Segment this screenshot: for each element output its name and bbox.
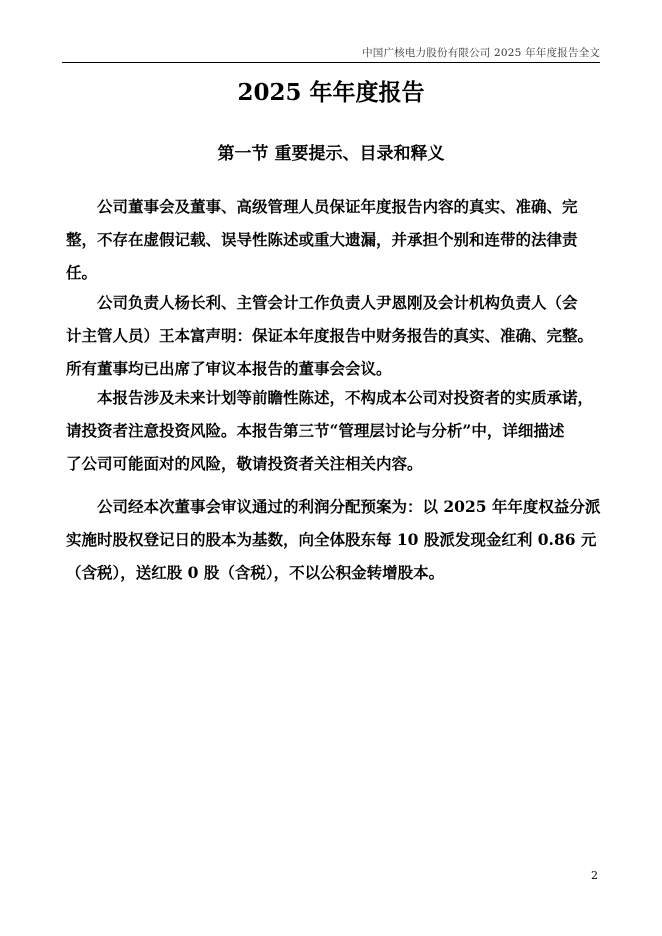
section-title: 第一节 重要提示、目录和释义	[217, 144, 445, 164]
paragraph-line: 公司经本次董事会审议通过的利润分配预案为：以 2025 年年度权益分派	[97, 497, 601, 516]
paragraph-line: 任。	[66, 263, 98, 282]
page-number: 2	[591, 869, 598, 882]
paragraph-line: 了公司可能面对的风险，敬请投资者关注相关内容。	[66, 454, 423, 473]
paragraph-line: 所有董事均已出席了审议本报告的董事会会议。	[66, 359, 392, 378]
header-text: 中国广核电力股份有限公司 2025 年年度报告全文	[362, 47, 600, 59]
paragraph-line: 请投资者注意投资风险。本报告第三节“管理层讨论与分析”中，详细描述	[66, 421, 565, 440]
header-divider	[62, 62, 600, 63]
paragraph-forward-looking	[66, 381, 596, 480]
paragraph-line: 整，不存在虚假记载、误导性陈述或重大遗漏，并承担个别和连带的法律责	[66, 230, 578, 249]
paragraph-line: （含税），送红股 0 股（含税），不以公积金转增股本。	[66, 563, 445, 582]
paragraph-line: 本报告涉及未来计划等前瞻性陈述，不构成本公司对投资者的实质承诺，	[97, 388, 594, 407]
paragraph-line: 公司董事会及董事、高级管理人员保证年度报告内容的真实、准确、完	[97, 197, 578, 216]
report-title: 2025 年年度报告	[237, 79, 425, 106]
paragraph-line: 计主管人员）王本富声明：保证本年度报告中财务报告的真实、准确、完整。	[66, 326, 594, 345]
paragraph-responsible-persons	[66, 286, 596, 385]
paragraph-line: 公司负责人杨长利、主管会计工作负责人尹恩刚及会计机构负责人（会	[97, 293, 578, 312]
paragraph-profit-distribution	[66, 490, 601, 589]
paragraph-board-guarantee	[66, 190, 596, 289]
paragraph-line: 实施时股权登记日的股本为基数，向全体股东每 10 股派发现金红利 0.86 元	[66, 530, 597, 549]
